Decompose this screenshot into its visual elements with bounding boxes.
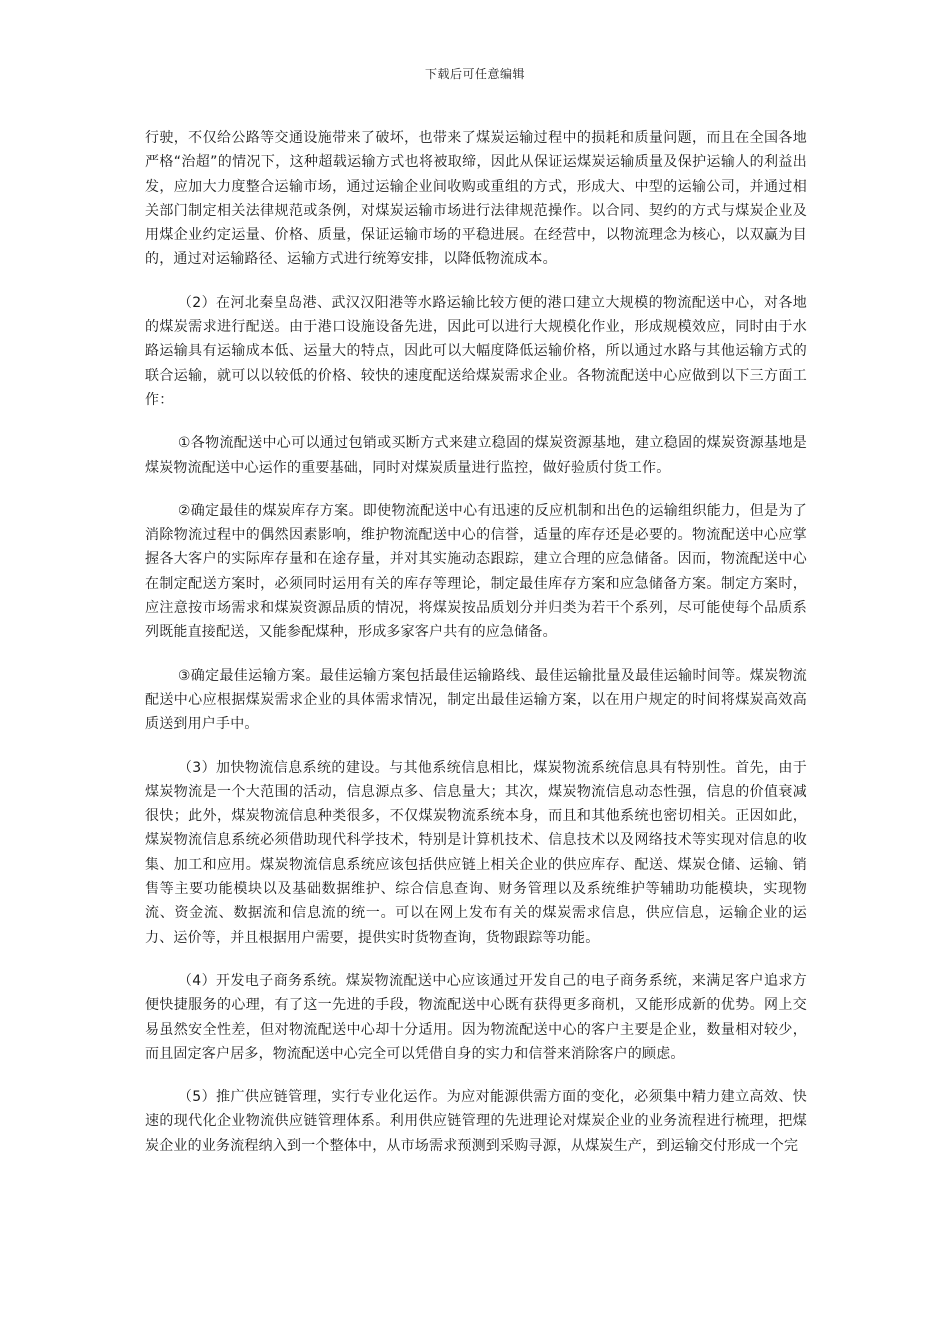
paragraph-gap [145, 950, 807, 969]
paragraph-gap [145, 272, 807, 291]
paragraph-supply-chain: （5）推广供应链管理，实行专业化运作。为应对能源供需方面的变化，必须集中精力建立高效、快速的现代化企业物流供应链管理体系。利用供应链管理的先进理论对煤炭企业的业务流程进行梳理，把煤炭企业的业务流程纳入到一个整体中，从市场需求预测到采购寻源，从煤炭生产，到运输交付形成一个完 [145, 1089, 807, 1154]
paragraph-gap [145, 412, 807, 431]
paragraph-gap [145, 645, 807, 664]
paragraph-inventory-plan: ②确定最佳的煤炭库存方案。即使物流配送中心有迅速的反应机制和出色的运输组织能力，但是为了消除物流过程中的偶然因素影响，维护物流配送中心的信誉，适量的库存还是必要的。物流配送中心应掌握各大客户的实际库存量和在途存量，并对其实施动态跟踪，建立合理的应急储备。因而，物流配送中心在制定配送方案时，必须同时运用有关的库存等理论，制定最佳库存方案和应急储备方案。制定方案时，应注意按市场需求和煤炭资源品质的情况，将煤炭按品质划分并归类为若干个系列，尽可能使每个品质系列既能直接配送，又能参配煤种，形成多家客户共有的应急储备。 [145, 502, 807, 641]
paragraph-transport-integration: 行驶，不仅给公路等交通设施带来了破坏，也带来了煤炭运输过程中的损耗和质量问题，而且在全国各地严格“治超”的情况下，这种超载运输方式也将被取缔，因此从保证运煤炭运输质量及保护运输人的利益出发，应加大力度整合运输市场，通过运输企业间收购或重组的方式，形成大、中型的运输公司，并通过相关部门制定相关法律规范或条例，对煤炭运输市场进行法律规范操作。以合同、契约的方式与煤炭企业及用煤企业约定运量、价格、质量，保证运输市场的平稳进展。在经营中，以物流理念为核心，以双赢为目的，通过对运输路径、运输方式进行统筹安排，以降低物流成本。 [145, 130, 807, 268]
paragraph-information-system: （3）加快物流信息系统的建设。与其他系统信息相比，煤炭物流系统信息具有特别性。首先，由于煤炭物流是一个大范围的活动，信息源点多、信息量大；其次，煤炭物流信息动态性强，信息的价值衰减很快；此外，煤炭物流信息种类很多，不仅煤炭物流系统本身，而且和其他系统也密切相关。正因如此，煤炭物流信息系统必须借助现代科学技术，特别是计算机技术、信息技术以及网络技术等实现对信息的收集、加工和应用。煤炭物流信息系统应该包括供应链上相关企业的供应库存、配送、煤炭仓储、运输、销售等主要功能模块以及基础数据维护、综合信息查询、财务管理以及系统维护等辅助功能模块，实现物流、资金流、数据流和信息流的统一。可以在网上发布有关的煤炭需求信息，供应信息，运输企业的运力、运价等，并且根据用户需要，提供实时货物查询，货物跟踪等功能。 [145, 759, 807, 946]
page-header-note: 下载后可任意编辑 [424, 67, 525, 81]
document-body [145, 126, 807, 1158]
paragraph-resource-base: ①各物流配送中心可以通过包销或买断方式来建立稳固的煤炭资源基地，建立稳固的煤炭资源基地是煤炭物流配送中心运作的重要基础，同时对煤炭质量进行监控，做好验质付货工作。 [145, 435, 807, 476]
paragraph-gap [145, 737, 807, 756]
paragraph-ecommerce-system: （4）开发电子商务系统。煤炭物流配送中心应该通过开发自己的电子商务系统，来满足客户追求方便快捷服务的心理，有了这一先进的手段，物流配送中心既有获得更多商机，又能形成新的优势。网上交易虽然安全性差，但对物流配送中心却十分适用。因为物流配送中心的客户主要是企业，数量相对较少，而且固定客户居多，物流配送中心完全可以凭借自身的实力和信誉来消除客户的顾虑。 [145, 972, 807, 1062]
paragraph-gap [145, 480, 807, 499]
paragraph-gap [145, 1066, 807, 1085]
paragraph-transport-plan: ③确定最佳运输方案。最佳运输方案包括最佳运输路线、最佳运输批量及最佳运输时间等。煤炭物流配送中心应根据煤炭需求企业的具体需求情况，制定出最佳运输方案，以在用户规定的时间将煤炭高效高质送到用户手中。 [145, 667, 807, 733]
paragraph-port-distribution-center: （2）在河北秦皇岛港、武汉汉阳港等水路运输比较方便的港口建立大规模的物流配送中心，对各地的煤炭需求进行配送。由于港口设施设备先进，因此可以进行大规模化作业，形成规模效应，同时由于水路运输具有运输成本低、运量大的特点，因此可以大幅度降低运输价格，所以通过水路与其他运输方式的联合运输，就可以以较低的价格、较快的速度配送给煤炭需求企业。各物流配送中心应做到以下三方面工作： [145, 294, 807, 408]
